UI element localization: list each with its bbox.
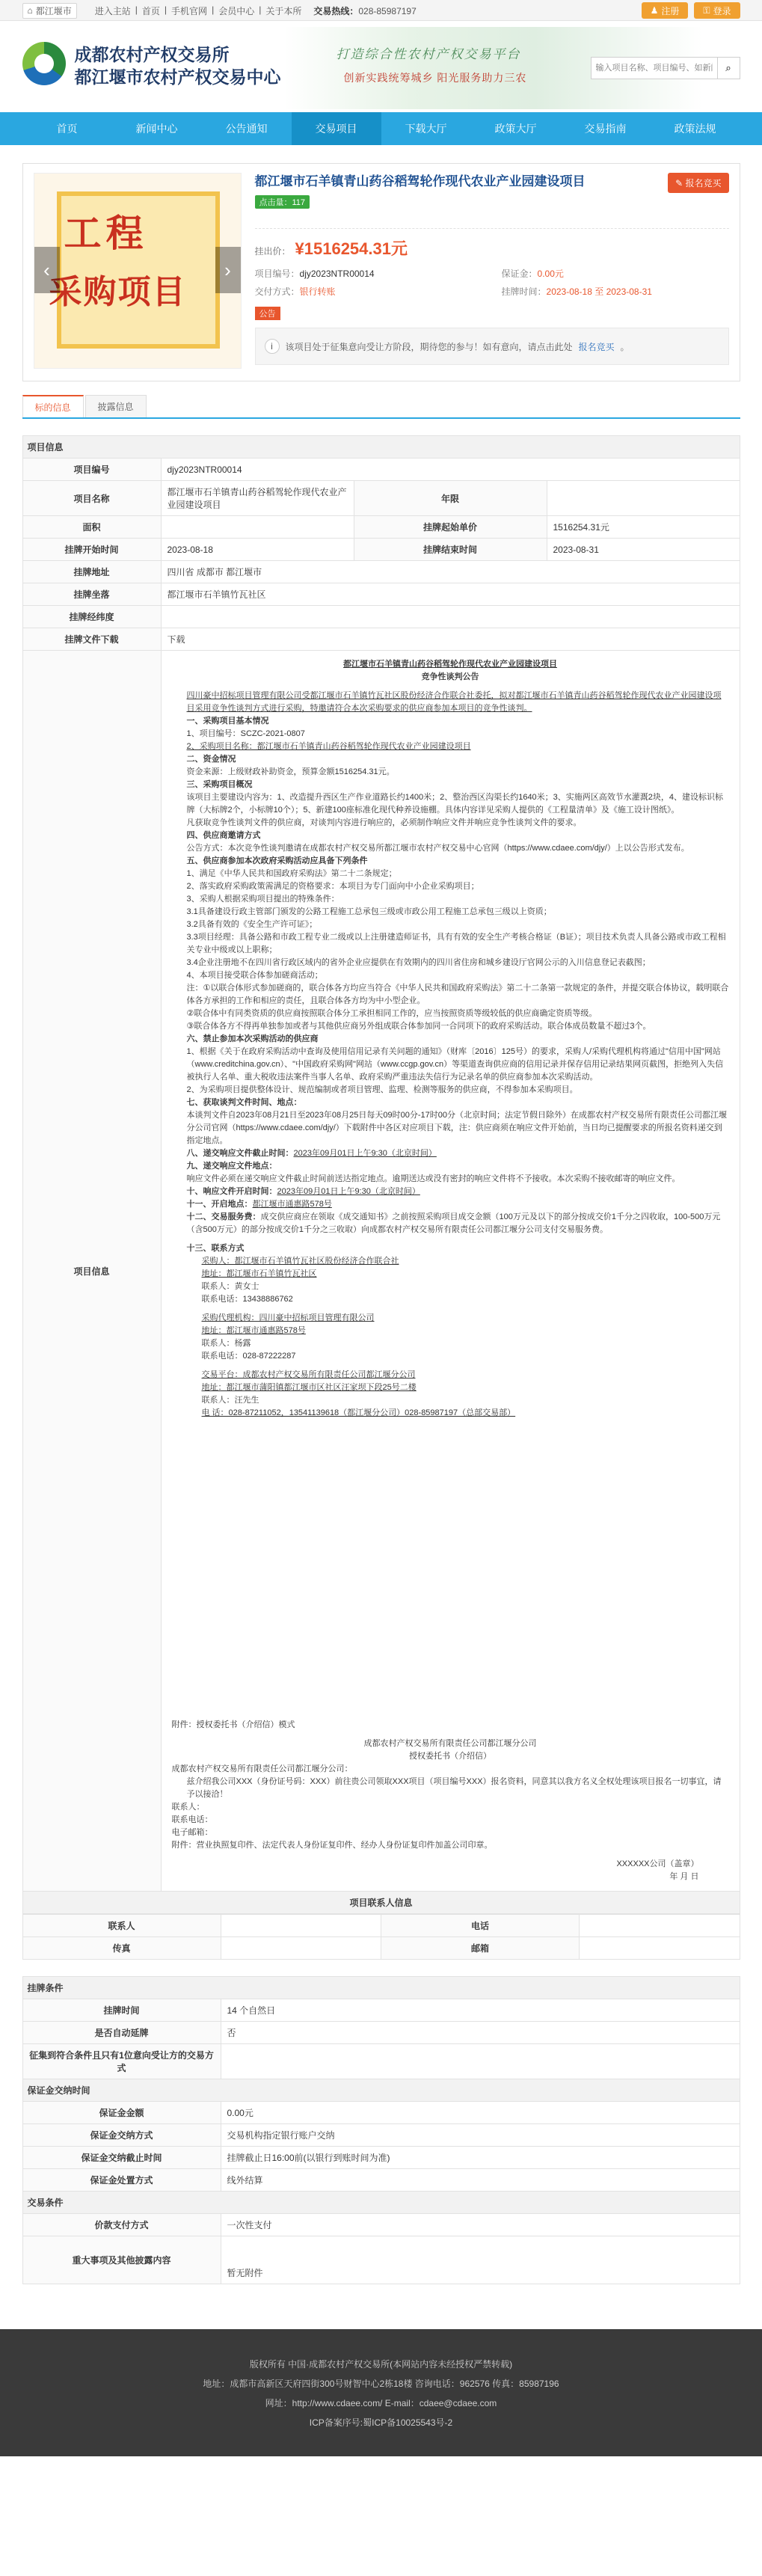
city-label: 都江堰市 xyxy=(35,5,72,16)
info-icon: i xyxy=(265,339,280,354)
nav-news[interactable]: 新闻中心 xyxy=(135,123,178,135)
link-home[interactable]: 首页 xyxy=(141,5,160,16)
announcement-body: 都江堰市石羊镇青山药谷稻驾轮作现代农业产业园建设项目 竞争性谈判公告 四川豪中招标项目管理有限公司受都江堰市石羊镇竹瓦社区股份经济合作联合社委托，拟对都江堰市石羊镇青山药谷稻驾轮作现代农业产业园建设项目采用竞争性谈判方式进行采购，特邀请符合本次采购要求的供应商参加本项目的竞争性谈判。 一、采购项目基本情况 1、项目编号：SCZC-2021-0807 2、采购项目名称：都江堰市石羊镇青山药谷稻驾轮作现代农业产业园建设项目 二、资金情况 资金来源：上级财政补助资金，预算金额1516254.31元。 三、采购项目概况 该项目主要建设内容为：1、改造提升西区生产作业道路长约1400米；2、整治西区沟渠长约1640米；3、实施两区高效节水灌溉2块，4、建设标识标牌（大标牌2个，小标牌10个）；5、新建100座标准化现代种养设施棚。具体内容详见采购人提供的《工程量清单》及《施工设计图纸》。 凡获取竞争性谈判文件的供应商，对谈判内容进行响应的，必须制作响应文件并响应竞争性谈判文件的要求。 四、供应商邀请方式 公告方式：本次竞争性谈判邀请在成都农村产权交易所都江堰市农村产权交易中心官网（https://www.cdaee.com/djy/）上以公告形式发布。 五、供应商参加本次政府采购活动应具备下列条件 1、满足《中华人民共和国政府采购法》第二十二条规定； 2、落实政府采购政策需满足的资格要求：本项目为专门面向中小企业采购项目； 3、采购人根据采购项目提出的特殊条件： 3.1具备建设行政主管部门颁发的公路工程施工总承包三级或市政公用工程施工总承包三级以上资质； 3.2具备有效的《安全生产许可证》； 3.3项目经理：具备公路和市政工程专业二级或以上注册建造师证书，具有有效的安全生产考核合格证（B证）；项目技术负责人具备公路或市政工程相关专业中级或以上职称； 3.4企业注册地不在四川省行政区域内的省外企业应提供在有效期内的四川省住房和城乡建设厅官网公示的入川信息登记表截图； 4、本项目接受联合体参加磋商活动； 注：①以联合体形式参加磋商的，联合体各方均应当符合《中华人民共和国政府采购法》第二十二条第一款规定的条件，并提交联合体协议，载明联合体各方承担的工作和相应的责任，且联合体各方均为中小型企业。 ②联合体中有同类资质的供应商按照联合体分工承担相同工作的，应当按照资质等级较低的供应商确定资质等级。 ③联合体各方不得再单独参加或者与其他供应商另外组成联合体参加同一合同项下的政府采购活动。联合体成员数量不超过3个。 六、禁止参加本次采购活动的供应商 1、根据《关于在政府采购活动中查询及使用信用记录有关问题的通知》（财库〔2016〕125号）的要求，采购人/采购代理机构将通过"信用中国"网站（www.creditchina.gov.cn）、"中国政府采购网"网站（www.ccgp.gov.cn）等渠道查询供应商的信用记录并保存信用记录结果网页截图，拒绝列入失信被执行人名单、重大税收违法案件当事人名单、政府采购严重违法失信行为记录名单的供应商参加本次采购活动。 2、为采购项目提供整体设计、规范编制或者项目管理、监理、检测等服务的供应商，不得参加本采购项目。 七、获取谈判文件时间、地点： 本谈判文件自2023年08月21日至2023年08月25日每天09时00分-17时00分（北京时间；法定节假日除外）在成都农村产权交易所有限责任公司都江堰分公司官网（https://www.cdaee.com/djy/）下载附件中各区对应项目下载，注：供应商须在响应文件开始前，当日均已提醒要求的所报名资料递交到指定地点。 八、递交响应文件截止时间：2023年09月01日上午9:30（北京时间） 九、递交响应文件地点： 响应文件必须在递交响应文件截止时间前送达指定地点。逾期送达或没有密封的响应文件将不予接收。本次采购不接收邮寄的响应文件。 十、响应文件开启时间：2023年09月01日上午9:30（北京时间） 十一、开启地点：都江堰市通惠路578号 十二、交易服务费：成交供应商应在领取《成交通知书》之前按照采购项目成交金额（100万元及以下的部分按成交价1千分之四收取，100-500万元（含500万元）的部分按成交价1千分之三收取）向成都农村产权交易所有限责任公司都江堰分公司支付交易服务费。 十三、联系方式 采购人：都江堰市石羊镇竹瓦社区股份经济合作联合社 地址：都江堰市石羊镇竹瓦社区 联系人：黄女士 联系电话：13438886762 采购代理机构：四川豪中招标项目管理有限公司 地址：都江堰市通惠路578号 联系人：杨露 联系电话：028-87222287 交易平台：成都农村产权交易所有限责任公司都江堰分公司 地址：都江堰市蒲阳镇都江堰市区社区汪家坝下段25号二楼 联系人：汪先生 电 话：028-87211052，13541139618（都江堰分公司）028-85987197（总部交易部） 附件：授权委托书（介绍信）模式 成都农村产权交易所有限责任公司都江堰分公司 授权委托书（介绍信） 成都农村产权交易所有限责任公司都江堰分公司： 兹介绍我公司XXX（身份证号码：XXX）前往贵公司领取XXX项目（项目编号XXX）报名资料，同意其以我方名义全权处理该项目报名一切事宜，请予以接洽！ 联系人： 联系电话： 电子邮箱： 附件：营业执照复印件、法定代表人身份证复印件、经办人身份证复印件加盖公司印章。 XXXXXX公司（盖章） 年 月 日 xyxy=(171,660,729,1881)
project-image-text: 工程 xyxy=(64,211,148,255)
slogan-primary: 打造综合性农村产权交易平台 xyxy=(336,47,521,61)
nav-regulations[interactable]: 政策法规 xyxy=(674,123,716,135)
section-title: 保证金交纳时间 xyxy=(22,2079,740,2101)
carousel-prev-icon[interactable]: ‹ xyxy=(34,247,60,293)
lock-icon: ⚿ xyxy=(703,4,710,16)
table-row: 项目信息 都江堰市石羊镇青山药谷稻驾轮作现代农业产业园建设项目 竞争性谈判公告 四川豪中招标项目管理有限公司受都江堰市石羊镇竹瓦社区股份经济合作联合社委托，拟对都江堰市石羊镇青山药谷稻驾轮作现代农业产业园建设项目采用竞争性谈判方式进行采购，特邀请符合本次采购要求的供应商参加本项目的竞争性谈判。 一、采购项目基本情况 1、项目编号：SCZC-2021-0807 2、采购项目名称：都江堰市石羊镇青山药谷稻驾轮作现代农业产业园建设项目 二、资金情况 资金来源：上级财政补助资金，预算金额1516254.31元。 三、采购项目概况 该项目主要建设内容为：1、改造提升西区生产作业道路长约1400米；2、整治西区沟渠长约1640米；3、实施两区高效节水灌溉2块，4、建设标识标牌（大标牌2个，小标牌10个）；5、新建100座标准化现代种养设施棚。具体内容详见采购人提供的《工程量清单》及《施工设计图纸》。 凡获取竞争性谈判文件的供应商，对谈判内容进行响应的，必须制作响应文件并响应竞争性谈判文件的要求。 四、供应商邀请方式 公告方式：本次竞争性谈判邀请在成都农村产权交易所都江堰市农村产权交易中心官网（https://www.cdaee.com/djy/）上以公告形式发布。 五、供应商参加本次政府采购活动应具备下列条件 1、满足《中华人民共和国政府采购法》第二十二条规定； 2、落实政府采购政策需满足的资格要求：本项目为专门面向中小企业采购项目； 3、采购人根据采购项目提出的特殊条件： 3.1具备建设行政主管部门颁发的公路工程施工总承包三级或市政公用工程施工总承包三级以上资质； 3.2具备有效的《安全生产许可证》； 3.3项目经理：具备公路和市政工程专业二级或以上注册建造师证书，具有有效的安全生产考核合格证（B证）；项目技术负责人具备公路或市政工程相关专业中级或以上职称； 3.4企业注册地不在四川省行政区域内的省外企业应提供在有效期内的四川省住房和城乡建设厅官网公示的入川信息登记表截图； 4、本项目接受联合体参加磋商活动； 注：①以联合体形式参加磋商的，联合体各方均应当符合《中华人民共和国政府采购法》第二十二条第一款规定的条件，并提交联合体协议，载明联合体各方承担的工作和相应的责任，且联合体各方均为中小型企业。 ②联合体中有同类资质的供应商按照联合体分工承担相同工作的，应当按照资质等级较低的供应商确定资质等级。 ③联合体各方不得再单独参加或者与其他供应商另外组成联合体参加同一合同项下的政府采购活动。联合体成员数量不超过3个。 六、禁止参加本次采购活动的供应商 1、根据《关于在政府采购活动中查询及使用信用记录有关问题的通知》（财库〔2016〕125号）的要求，采购人/采购代理机构将通过"信用中国"网站（www.creditchina.gov.cn）、"中国政府采购网"网站（www.ccgp.gov.cn）等渠道查询供应商的信用记录并保存信用记录结果网页截图，拒绝列入失信被执行人名单、重大税收违法案件当事人名单、政府采购严重违法失信行为记录名单的供应商参加本次采购活动。 2、为采购项目提供整体设计、规范编制或者项目管理、监理、检测等服务的供应商，不得参加本采购项目。 七、获取谈判文件时间、地点： 本谈判文件自2023年08月21日至2023年08月25日每天09时00分-17时00分（北京时间；法定节假日除外）在成都农村产权交易所有限责任公司都江堰分公司官网（https://www.cdaee.com/djy/）下载附件中各区对应项目下载，注：供应商须在响应文件开始前，当日均已提醒要求的所报名资料递交到指定地点。 八、递交响应文件截止时间：2023年09月01日上午9:30（北京时间） 九、递交响应文件地点： 响应文件必须在递交响应文件截止时间前送达指定地点。逾期送达或没有密封的响应文件将不予接收。本次采购不接收邮寄的响应文件。 十、响应文件开启时间：2023年09月01日上午9:30（北京时间） 十一、开启地点：都江堰市通惠路578号 十二、交易服务费：成交供应商应在领取《成交通知书》之前按照采购项目成交金额（100万元及以下的部分按成交价1千分之四收取，100-500万元（含500万元）的部分按成交价1千分之三收取）向成都农村产权交易所有限责任公司都江堰分公司支付交易服务费。 十三、联系方式 采购人：都江堰市石羊镇竹瓦社区股份经济合作联合社 地址：都江堰市石羊镇竹瓦社区 联系人：黄女士 联系电话：13438886762 采购代理机构：四川豪中招标项目管理有限公司 地址：都江堰市通惠路578号 联系人：杨露 联系电话：028-87222287 交易平台：成都农村产权交易所有限责任公司都江堰分公司 地址：都江堰市蒲阳镇都江堰市区社区汪家坝下段25号二楼 联系人：汪先生 电 话：028-87211052，13541139618（都江堰分公司）028-85987197（总部交易部） 附件：授权委托书（介绍信）模式 成都农村产权交易所有限责任公司都江堰分公司 授权委托书（介绍信） 成都农村产权交易所有限责任公司都江堰分公司： 兹介绍我公司XXX（身份证号码：XXX）前往贵公司领取XXX项目（项目编号XXX）报名资料，同意其以我方名义全权处理该项目报名一切事宜，请予以接洽！ 联系人： 联系电话： 电子邮箱： 附件：营业执照复印件、法定代表人身份证复印件、经办人身份证复印件加盖公司印章。 XXXXXX公司（盖章） 年 月 日 xyxy=(22,651,740,1892)
payment-method: 银行转账 xyxy=(299,286,336,297)
section-title: 项目信息 xyxy=(22,435,740,458)
slogan-secondary: 创新实践统筹城乡 阳光服务助力三农 xyxy=(343,72,527,84)
search-input[interactable] xyxy=(591,57,718,79)
nav-notices[interactable]: 公告通知 xyxy=(225,123,268,135)
price-value: ¥1516254.31元 xyxy=(295,239,408,258)
nav-home[interactable]: 首页 xyxy=(56,123,78,135)
deposit-amount: 0.00元 xyxy=(537,269,564,279)
edit-icon: ✎ xyxy=(675,178,686,188)
carousel-next-icon[interactable]: › xyxy=(215,247,241,293)
table-row: 面积 挂牌起始单价 1516254.31元 xyxy=(22,516,740,539)
nav-projects[interactable]: 交易项目 xyxy=(292,112,381,145)
tab-subject-info[interactable]: 标的信息 xyxy=(22,395,84,417)
listing-period: 2023-08-18 至 2023-08-31 xyxy=(546,286,652,297)
table-row: 是否自动延牌 否 xyxy=(22,2022,740,2044)
status-notice: i 该项目处于征集意向受让方阶段，期待您的参与！如有意向，请点击此处 报名竞买 。 xyxy=(255,328,729,365)
table-row: 挂牌经纬度 xyxy=(22,606,740,628)
listing-conditions-section xyxy=(22,1976,740,2284)
table-row: 价款支付方式 一次性支付 xyxy=(22,2214,740,2236)
listing-price: 挂出价： ¥1516254.31元 xyxy=(255,228,729,260)
link-mobile[interactable]: 手机官网 xyxy=(171,5,208,16)
site-logo[interactable] xyxy=(22,42,66,85)
detail-tabs xyxy=(22,395,740,419)
search-button[interactable] xyxy=(718,57,740,79)
top-bar: ⌂ 都江堰市 进入主站 | 首页 | 手机官网 | 会员中心 | 关于本所 交易热线：028-85987197 ♟ 注册 ⚿ 登录 xyxy=(0,0,762,21)
table-row: 挂牌坐落 都江堰市石羊镇竹瓦社区 xyxy=(22,583,740,606)
table-row: 项目名称 都江堰市石羊镇青山药谷稻驾轮作现代农业产业园建设项目 年限 xyxy=(22,481,740,516)
search-box xyxy=(591,57,740,79)
login-button[interactable]: ⚿ 登录 xyxy=(694,2,740,19)
link-main-site[interactable]: 进入主站 xyxy=(94,5,131,16)
search-icon: ⌕ xyxy=(725,62,731,73)
nav-downloads[interactable]: 下载大厅 xyxy=(405,123,447,135)
nav-policy-hall[interactable]: 政策大厅 xyxy=(494,123,537,135)
bid-register-button[interactable]: ✎ 报名竞买 xyxy=(668,173,728,193)
footer-copyright: 版权所有 中国·成都农村产权交易所(本网站内容未经授权严禁转载) xyxy=(249,2359,513,2370)
table-row: 重大事项及其他披露内容 暂无附件 xyxy=(22,2236,740,2284)
footer-address: 地址：成都市高新区天府四街300号财智中心2栋18楼 咨询电话：962576 传真：85987196 xyxy=(203,2379,559,2389)
project-info-section xyxy=(22,435,740,1960)
site-footer xyxy=(0,2329,762,2456)
click-count-badge: 点击量：117 xyxy=(255,195,310,209)
footer-icp[interactable]: ICP备案序号:蜀ICP备10025543号-2 xyxy=(309,2417,453,2428)
section-title: 项目联系人信息 xyxy=(22,1892,740,1914)
notice-tag: 公告 xyxy=(255,307,280,320)
link-member-center[interactable]: 会员中心 xyxy=(218,5,255,16)
section-title: 交易条件 xyxy=(22,2192,740,2213)
register-button[interactable]: ♟ 注册 xyxy=(642,2,689,19)
project-card xyxy=(22,163,740,381)
user-icon: ♟ xyxy=(650,5,659,16)
table-row: 联系人 电话 xyxy=(22,1915,740,1937)
table-row: 挂牌开始时间 2023-08-18 挂牌结束时间 2023-08-31 xyxy=(22,539,740,561)
project-meta: 项目编号：djy2023NTR00014 保证金：0.00元 交付方式：银行转账 挂牌时间：2023-08-18 至 2023-08-31 xyxy=(254,269,652,297)
nav-guide[interactable]: 交易指南 xyxy=(584,123,627,135)
section-title: 挂牌条件 xyxy=(22,1976,740,1999)
location-icon: ⌂ xyxy=(27,5,33,16)
table-row: 挂牌时间 14 个自然日 xyxy=(22,1999,740,2022)
link-about[interactable]: 关于本所 xyxy=(265,5,302,16)
file-download-link[interactable]: 下载 xyxy=(167,634,185,645)
tab-disclosure[interactable]: 披露信息 xyxy=(85,395,147,417)
table-row: 保证金处置方式 线外结算 xyxy=(22,2169,740,2192)
table-row: 保证金交纳方式 交易机构指定银行账户交纳 xyxy=(22,2124,740,2147)
project-code: djy2023NTR00014 xyxy=(299,269,375,279)
project-image-carousel xyxy=(34,173,242,369)
project-title: 都江堰市石羊镇青山药谷稻驾轮作现代农业产业园建设项目 xyxy=(254,174,586,188)
footer-contact: 网址：http://www.cdaee.com/ E-mail：cdaee@cdaee.com xyxy=(265,2398,497,2408)
project-image-text: 采购项目 xyxy=(49,273,187,311)
main-nav xyxy=(0,112,762,145)
project-summary xyxy=(255,173,729,365)
site-header xyxy=(0,21,762,112)
city-selector[interactable] xyxy=(22,3,77,19)
site-name: 成都农村产权交易所 都江堰市农村产权交易中心 xyxy=(74,45,281,87)
table-row: 挂牌文件下载 下载 xyxy=(22,628,740,651)
table-row: 保证金金额 0.00元 xyxy=(22,2102,740,2124)
table-row: 征集到符合条件且只有1位意向受让方的交易方式 xyxy=(22,2044,740,2079)
table-row: 项目编号 djy2023NTR00014 xyxy=(22,459,740,481)
table-row: 挂牌地址 四川省 成都市 都江堰市 xyxy=(22,561,740,583)
notice-register-link[interactable]: 报名竞买 xyxy=(578,341,615,352)
hotline: 交易热线：028-85987197 xyxy=(313,5,417,16)
table-row: 传真 邮箱 xyxy=(22,1937,740,1960)
table-row: 保证金交纳截止时间 挂牌截止日16:00前(以银行到账时间为准) xyxy=(22,2147,740,2169)
